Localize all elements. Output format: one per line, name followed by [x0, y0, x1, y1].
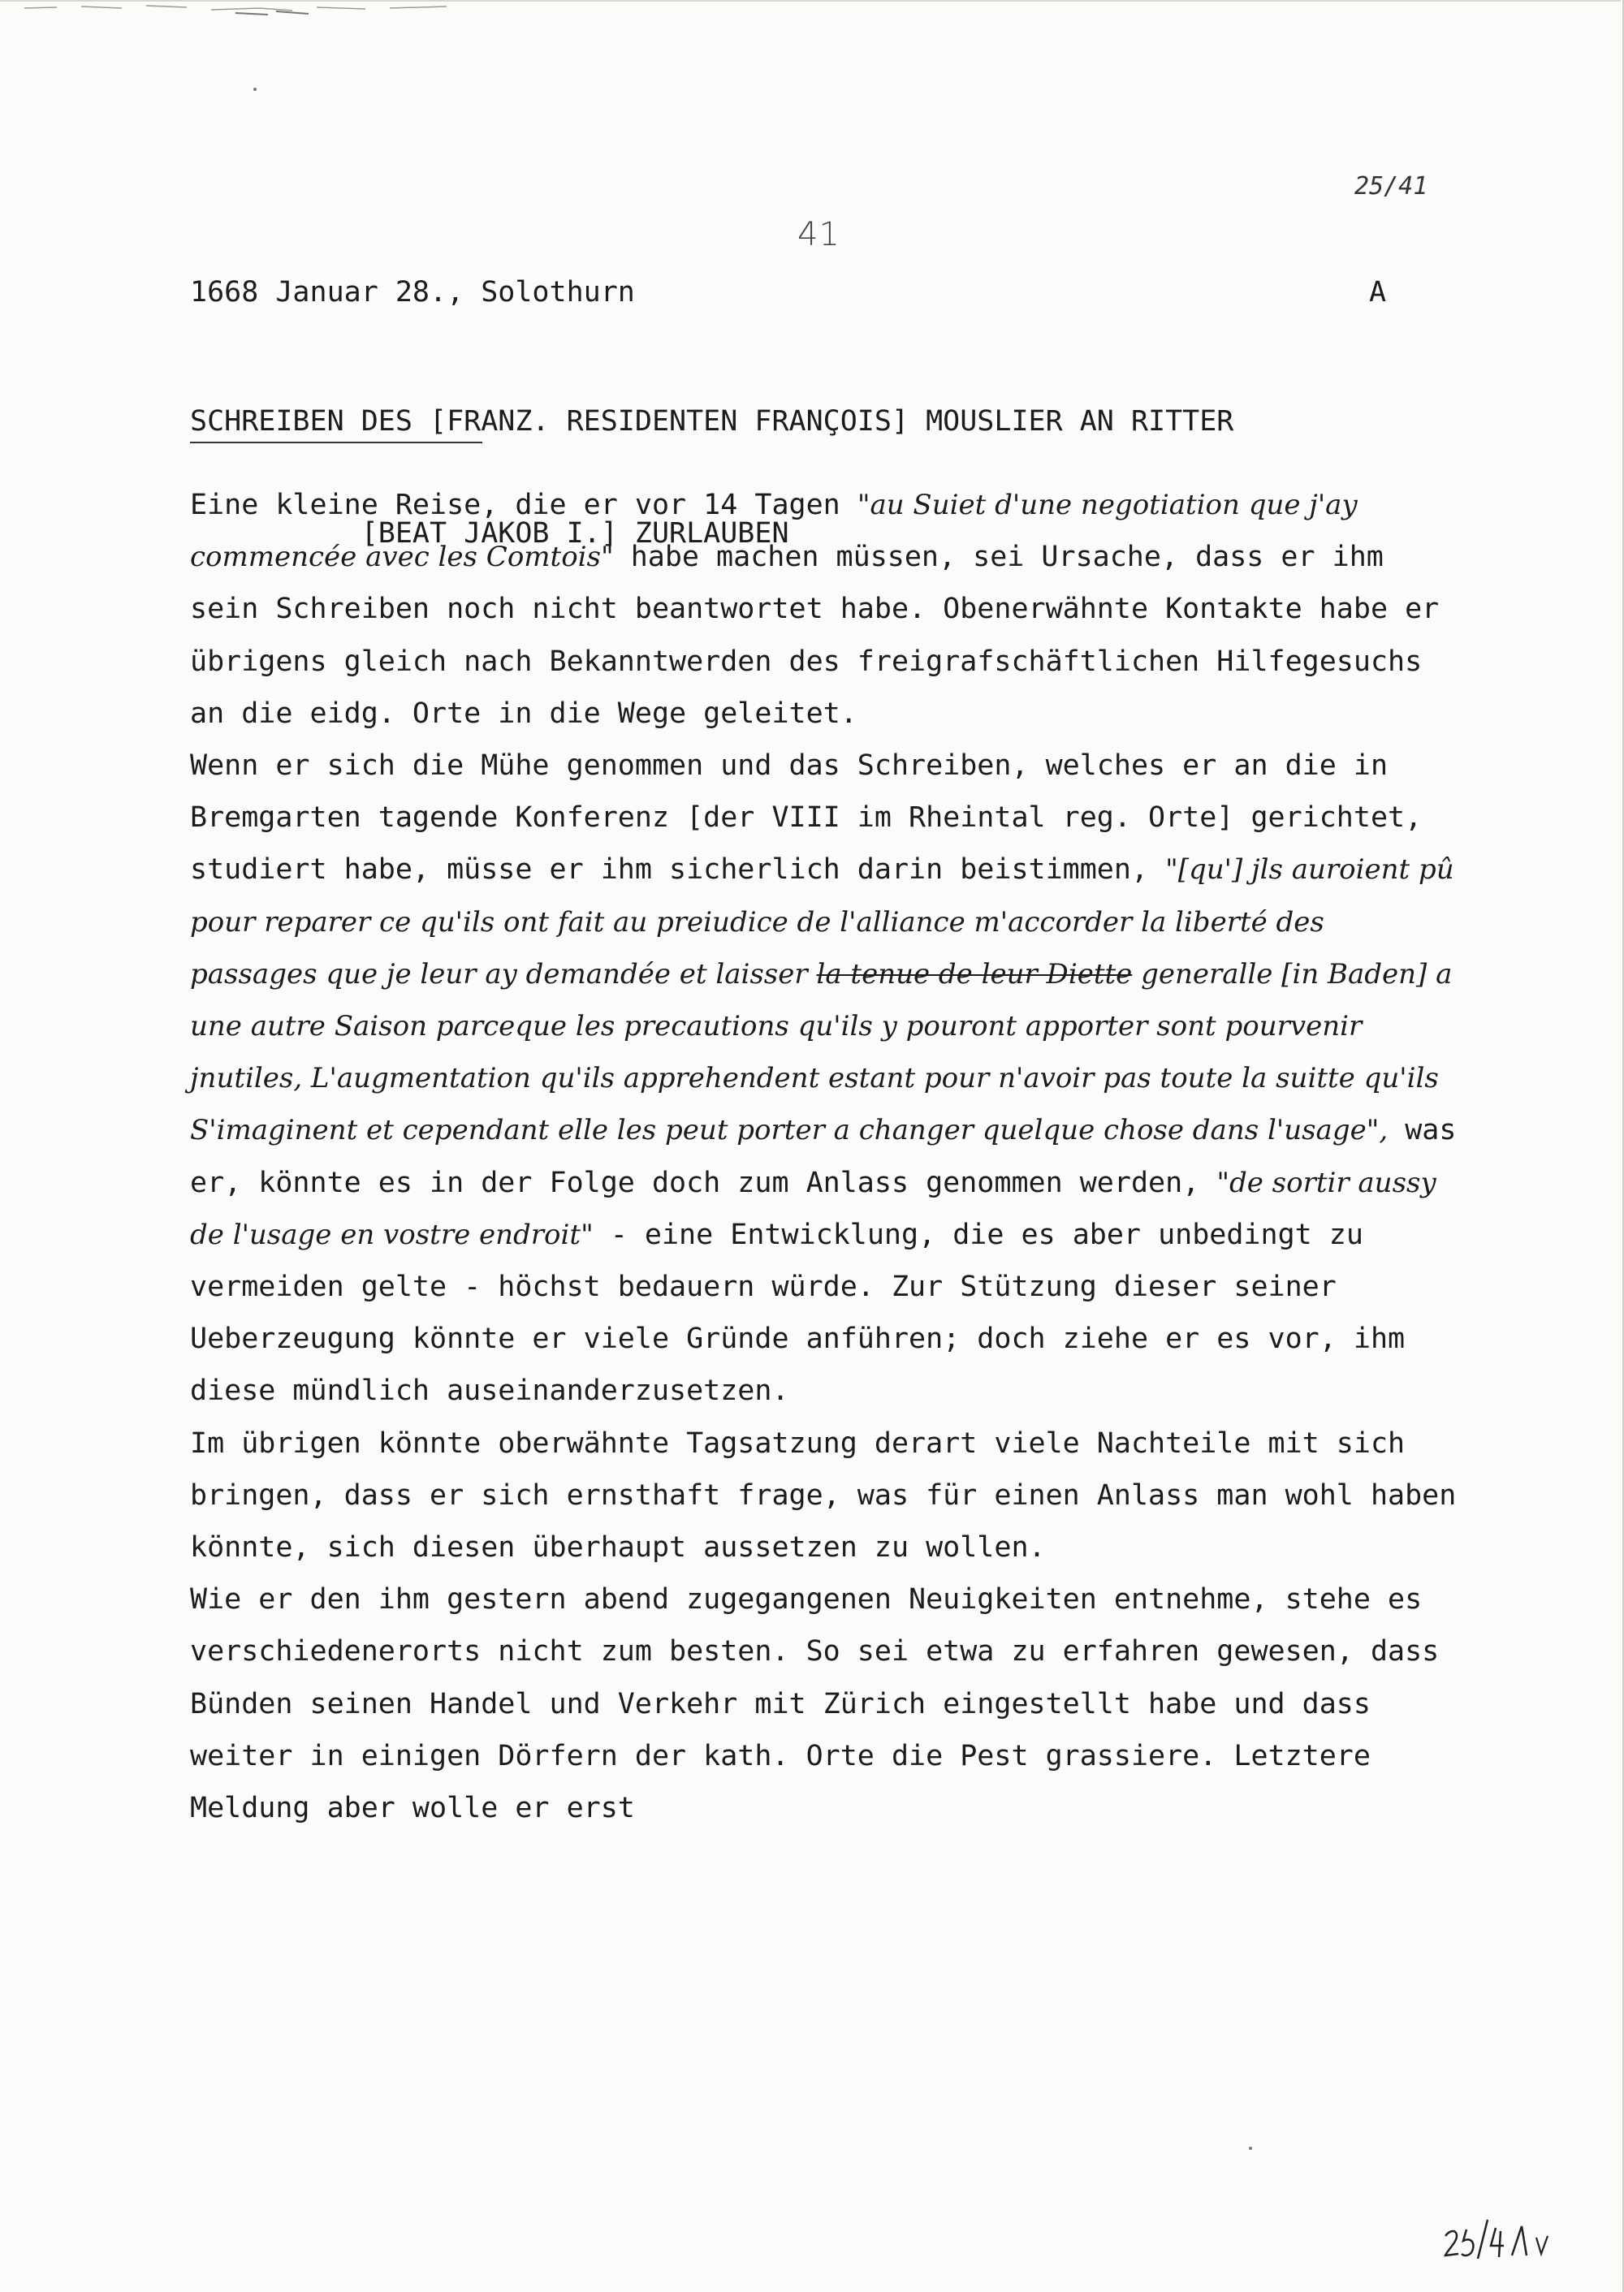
paragraph-2-quote-1: "[qu'] jls auroient pû pour reparer ce qu'ils ont fait au preiudice de l'alliance m'accorder la liberté des passages que je leur ay demandée et laisser	[190, 853, 1454, 991]
paragraph-1-text-b: habe machen müssen, sei Ursache, dass er ihm sein Schreiben noch nicht beantwortet habe. Obenerwähnte Kontakte habe er übrigens gleich nach Bekanntwerden des freigrafschäftlichen Hilfegesuchs an die eidg. Orte in die Wege geleitet.	[190, 541, 1440, 730]
paragraph-2-text-a: Wenn er sich die Mühe genommen und das Schreiben, welches er an die in Bremgarten tagende Konferenz [der VIII im Rheintal reg. Orte] gerichtet, studiert habe, müsse er ihm sicherlich darin beistimmen,	[190, 749, 1423, 887]
scan-noise	[24, 3, 479, 21]
paragraph-2-text-c: - eine Entwicklung, die es aber unbedingt zu vermeiden gelte - höchst bedauern würde. Zur Stützung dieser seiner Ueberzeugung könnte er viele Gründe anführen; doch ziehe er es vor, ihm diese mündlich auseinanderzusetzen.	[190, 1218, 1406, 1408]
date-place-line: 1668 Januar 28., Solothurn	[190, 276, 635, 309]
title-line-1: SCHREIBEN DES [FRANZ. RESIDENTEN FRANÇOIS] MOUSLIER AN RITTER	[190, 405, 1234, 438]
title-line-2: [BEAT JAKOB I.] ZURLAUBEN	[190, 517, 789, 550]
paragraph-4: Wie er den ihm gestern abend zugegangenen Neuigkeiten entnehme, stehe es verschiedenerorts nicht zum besten. So sei etwa zu erfahren gewesen, dass Bünden seinen Handel und Verkehr mit Zürich eingestellt habe und dass weiter in einigen Dörfern der kath. Orte die Pest grassiere. Letztere Meldung aber wolle er erst	[190, 1583, 1440, 1825]
scan-edge-top	[0, 0, 1621, 2]
paragraph-2-quote-2: generalle [in Baden] a une autre Saison parceque les precautions qu'ils y pouront apporter sont pourvenir jnutiles, L'augmentation qu'ils apprehendent estant pour n'avoir pas toute la suitte qu'ils S'imaginent et cependant elle les peut porter a changer quelque chose dans l'usage",	[190, 957, 1453, 1147]
paragraph-1-quote: "au Suiet d'une negotiation que j'ay commencée avec les Comtois"	[190, 489, 1358, 574]
document-marker: A	[1369, 276, 1387, 309]
paragraph-1	[190, 479, 1457, 740]
scan-speck	[1249, 2147, 1252, 2150]
scan-speck	[253, 88, 257, 91]
paragraph-2	[190, 740, 1457, 1418]
handwritten-folio-number	[1442, 2208, 1564, 2265]
document-body	[190, 479, 1457, 1834]
paragraph-2-struck-text: la tenue de leur Diette	[816, 957, 1133, 991]
page-number: 41	[797, 216, 840, 253]
title-separator	[190, 442, 482, 443]
paragraph-1-text-a: Eine kleine Reise, die er vor 14 Tagen	[190, 489, 857, 521]
archive-reference: 25/41	[1354, 172, 1428, 201]
paragraph-2-text-b: was er, könnte es in der Folge doch zum Anlass genommen werden,	[190, 1114, 1457, 1199]
paragraph-3: Im übrigen könnte oberwähnte Tagsatzung derart viele Nachteile mit sich bringen, dass er sich ernsthaft frage, was für einen Anlass man wohl haben könnte, sich diesen überhaupt aussetzen zu wollen.	[190, 1427, 1457, 1565]
paragraph-2-quote-3: "de sortir aussy de l'usage en vostre endroit"	[190, 1166, 1436, 1251]
